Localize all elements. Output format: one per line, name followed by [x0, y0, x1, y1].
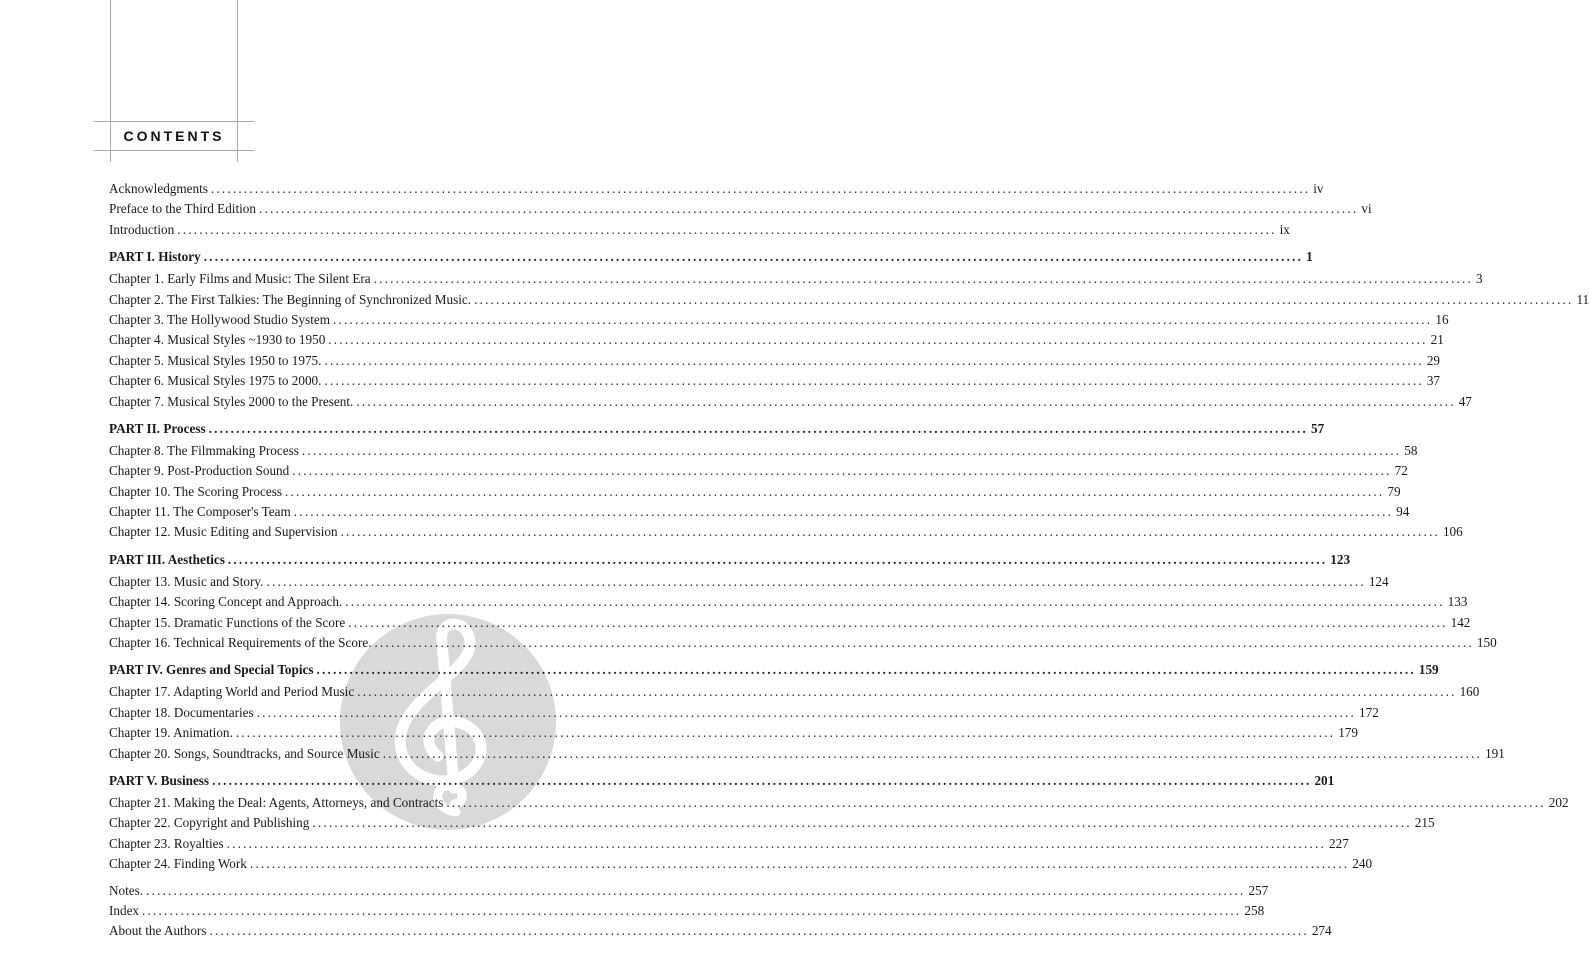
toc-entry	[109, 482, 1401, 502]
toc-entry	[109, 290, 1589, 310]
toc-entry-page-number: 142	[1450, 614, 1471, 630]
toc-part-heading	[109, 657, 1439, 682]
toc-entry	[109, 441, 1418, 461]
toc-entry-page-number: 240	[1352, 856, 1373, 872]
toc-part-heading-title: PART II. Process	[109, 420, 206, 436]
dot-leader: ........................................................................................................................................................................................................	[235, 725, 1336, 741]
toc-entry-page-number: 179	[1338, 725, 1358, 741]
toc-entry	[109, 199, 1372, 219]
toc-entry-title: Chapter 6. Musical Styles 1975 to 2000.	[109, 373, 322, 389]
dot-leader: ........................................................................................................................................................................................................	[328, 332, 1428, 348]
dot-leader: ........................................................................................................................................................................................................	[249, 856, 1350, 872]
dot-leader: ........................................................................................................................................................................................................	[177, 221, 1277, 237]
toc-entry-page-number: 94	[1396, 504, 1410, 520]
toc-entry	[109, 592, 1468, 612]
toc-entry	[109, 703, 1379, 723]
dot-leader: ........................................................................................................................................................................................................	[340, 524, 1440, 540]
toc-entry	[109, 522, 1463, 542]
toc-entry-title: Chapter 5. Musical Styles 1950 to 1975.	[109, 352, 322, 368]
toc-entry-title: Chapter 18. Documentaries	[109, 704, 254, 720]
dot-leader: ........................................................................................................................................................................................................	[203, 249, 1304, 265]
toc-entry-title: Chapter 3. The Hollywood Studio System	[109, 311, 331, 327]
toc-entry-page-number: 227	[1329, 835, 1349, 851]
toc-entry-title: Chapter 14. Scoring Concept and Approach.	[109, 594, 343, 610]
toc-entry	[109, 613, 1471, 633]
toc-entry-page-number: ix	[1279, 221, 1290, 237]
toc-entry-title: Introduction	[109, 221, 175, 237]
toc-entry-page-number: iv	[1313, 181, 1324, 196]
toc-entry-title: Chapter 9. Post-Production Sound	[109, 463, 290, 479]
toc-entry-page-number: 172	[1359, 704, 1379, 720]
dot-leader: ........................................................................................................................................................................................................	[226, 835, 1327, 851]
toc-entry-title: Chapter 12. Music Editing and Supervision	[109, 524, 338, 540]
toc-entry	[109, 901, 1265, 921]
toc-entry-title: Notes.	[109, 882, 144, 898]
dot-leader: ........................................................................................................................................................................................................	[324, 373, 1424, 389]
toc-entry-page-number: vi	[1361, 201, 1372, 217]
toc-part-heading-title: PART IV. Genres and Special Topics	[109, 662, 314, 678]
toc-entry	[109, 682, 1480, 702]
dot-leader: ........................................................................................................................................................................................................	[258, 201, 1359, 217]
toc-entry-title: Chapter 22. Copyright and Publishing	[109, 815, 310, 831]
page-title: CONTENTS	[123, 128, 225, 144]
toc-part-heading-title: PART V. Business	[109, 772, 210, 788]
toc-part-heading	[109, 547, 1351, 572]
table-of-contents	[109, 179, 1589, 942]
toc-entry-title: Chapter 8. The Filmmaking Process	[109, 442, 299, 458]
dot-leader: ........................................................................................................................................................................................................	[373, 271, 1474, 287]
toc-entry-page-number: 215	[1414, 815, 1435, 831]
toc-entry	[109, 793, 1569, 813]
dot-leader: ........................................................................................................................................................................................................	[324, 352, 1424, 368]
toc-entry-page-number: 150	[1476, 635, 1497, 651]
toc-part-heading	[109, 768, 1335, 793]
dot-leader: ........................................................................................................................................................................................................	[212, 772, 1312, 788]
toc-entry	[109, 921, 1332, 941]
toc-part-heading-page-number: 1	[1306, 249, 1313, 265]
toc-entry	[109, 179, 1324, 199]
toc-entry-title: Chapter 19. Animation.	[109, 725, 233, 741]
toc-entry-title: Index	[109, 902, 140, 918]
toc-entry-page-number: 16	[1435, 311, 1449, 327]
dot-leader: ........................................................................................................................................................................................................	[446, 794, 1546, 810]
dot-leader: ........................................................................................................................................................................................................	[474, 291, 1574, 307]
toc-entry	[109, 813, 1435, 833]
toc-entry-title: Chapter 7. Musical Styles 2000 to the Present.	[109, 393, 354, 409]
dot-leader: ........................................................................................................................................................................................................	[210, 181, 1311, 196]
toc-entry	[109, 502, 1410, 522]
dot-leader: ........................................................................................................................................................................................................	[285, 483, 1385, 499]
toc-entry-page-number: 37	[1426, 373, 1441, 389]
toc-entry-page-number: 58	[1404, 442, 1418, 458]
toc-entry-title: Chapter 13. Music and Story.	[109, 573, 264, 589]
dot-leader: ........................................................................................................................................................................................................	[345, 594, 1445, 610]
toc-entry-page-number: 124	[1368, 573, 1389, 589]
toc-entry-page-number: 106	[1442, 524, 1463, 540]
dot-leader: ........................................................................................................................................................................................................	[256, 704, 1357, 720]
dot-leader: ........................................................................................................................................................................................................	[146, 882, 1246, 898]
toc-entry-page-number: 191	[1485, 745, 1505, 761]
toc-entry	[109, 881, 1269, 901]
toc-entry-title: Preface to the Third Edition	[109, 201, 256, 217]
dot-leader: ........................................................................................................................................................................................................	[208, 420, 1308, 436]
dot-leader: ........................................................................................................................................................................................................	[292, 463, 1392, 479]
toc-entry-page-number: 47	[1458, 393, 1472, 409]
toc-part-heading-page-number: 57	[1310, 420, 1325, 436]
toc-entry-title: Chapter 10. The Scoring Process	[109, 483, 282, 499]
toc-entry	[109, 633, 1497, 653]
toc-entry-title: Chapter 23. Royalties	[109, 835, 224, 851]
toc-part-heading-title: PART III. Aesthetics	[109, 551, 225, 567]
dot-leader: ........................................................................................................................................................................................................	[356, 393, 1456, 409]
toc-part-heading-page-number: 201	[1314, 772, 1335, 788]
toc-entry-page-number: 160	[1459, 684, 1480, 700]
toc-entry	[109, 572, 1389, 592]
toc-entry-title: Chapter 16. Technical Requirements of the Score.	[109, 635, 372, 651]
toc-entry-title: Chapter 24. Finding Work	[109, 856, 247, 872]
dot-leader: ........................................................................................................................................................................................................	[382, 745, 1483, 761]
dot-leader: ........................................................................................................................................................................................................	[374, 635, 1474, 651]
toc-entry	[109, 854, 1373, 874]
toc-part-heading	[109, 416, 1325, 441]
toc-entry-page-number: 133	[1447, 594, 1468, 610]
toc-entry-title: Chapter 11. The Composer's Team	[109, 504, 291, 520]
toc-entry-title: Acknowledgments	[109, 181, 208, 196]
toc-entry-page-number: 29	[1426, 352, 1441, 368]
dot-leader: ........................................................................................................................................................................................................	[357, 684, 1457, 700]
toc-entry-page-number: 202	[1548, 794, 1569, 810]
toc-part-heading-title: PART I. History	[109, 249, 201, 265]
dot-leader: ........................................................................................................................................................................................................	[142, 902, 1242, 918]
toc-entry-page-number: 274	[1311, 923, 1332, 939]
toc-entry	[109, 461, 1408, 481]
toc-entry	[109, 723, 1358, 743]
toc-entry	[109, 220, 1290, 240]
toc-entry-page-number: 72	[1394, 463, 1408, 479]
toc-entry-page-number: 258	[1244, 902, 1265, 918]
toc-part-heading-page-number: 159	[1418, 662, 1439, 678]
toc-entry-title: Chapter 4. Musical Styles ~1930 to 1950	[109, 332, 326, 348]
frame-horizontal-bottom	[94, 150, 254, 151]
toc-entry-title: Chapter 2. The First Talkies: The Beginning of Synchronized Music.	[109, 291, 472, 307]
toc-entry-title: About the Authors	[109, 923, 207, 939]
toc-entry	[109, 744, 1505, 764]
frame-horizontal-top	[94, 121, 254, 122]
toc-entry-title: Chapter 17. Adapting World and Period Music	[109, 684, 355, 700]
dot-leader: ........................................................................................................................................................................................................	[333, 311, 1433, 327]
toc-entry	[109, 269, 1483, 289]
dot-leader: ........................................................................................................................................................................................................	[209, 923, 1309, 939]
toc-entry	[109, 392, 1472, 412]
toc-entry-page-number: 79	[1387, 483, 1401, 499]
toc-entry-title: Chapter 21. Making the Deal: Agents, Attorneys, and Contracts	[109, 794, 444, 810]
toc-entry-page-number: 11	[1576, 291, 1589, 307]
toc-entry	[109, 310, 1449, 330]
toc-entry-title: Chapter 1. Early Films and Music: The Silent Era	[109, 271, 371, 287]
toc-part-heading	[109, 244, 1313, 269]
toc-entry-title: Chapter 20. Songs, Soundtracks, and Source Music	[109, 745, 380, 761]
toc-entry	[109, 351, 1441, 371]
dot-leader: ........................................................................................................................................................................................................	[348, 614, 1448, 630]
dot-leader: ........................................................................................................................................................................................................	[227, 551, 1328, 567]
toc-entry-page-number: 3	[1476, 271, 1483, 287]
dot-leader: ........................................................................................................................................................................................................	[293, 504, 1394, 520]
dot-leader: ........................................................................................................................................................................................................	[301, 442, 1402, 458]
toc-entry-page-number: 257	[1248, 882, 1269, 898]
toc-entry	[109, 330, 1444, 350]
dot-leader: ........................................................................................................................................................................................................	[316, 662, 1416, 678]
toc-entry-title: Chapter 15. Dramatic Functions of the Score	[109, 614, 346, 630]
dot-leader: ........................................................................................................................................................................................................	[312, 815, 1412, 831]
toc-part-heading-page-number: 123	[1330, 551, 1351, 567]
toc-entry-page-number: 21	[1430, 332, 1444, 348]
toc-entry	[109, 371, 1441, 391]
toc-entry	[109, 834, 1349, 854]
dot-leader: ........................................................................................................................................................................................................	[266, 573, 1366, 589]
